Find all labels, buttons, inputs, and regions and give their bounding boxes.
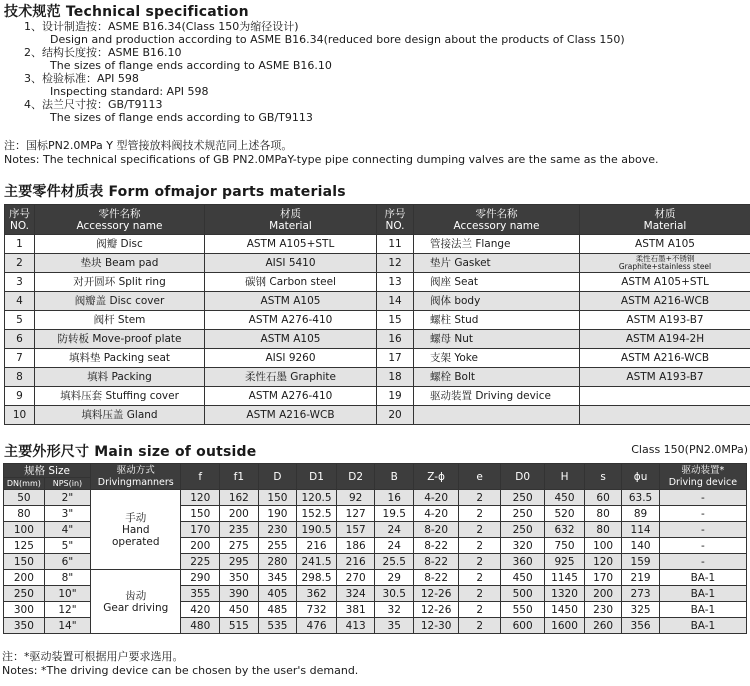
spec-item-2-en: The sizes of flange ends according to ASME B16.10 [50, 59, 332, 72]
parts-head-name-en: Accessory name [76, 219, 163, 232]
size-head-drive-en: Drivingmanners [97, 476, 174, 488]
size-head-z: Z-ϕ [414, 464, 459, 490]
size-d0: 320 [501, 538, 545, 554]
size-h: 750 [545, 538, 585, 554]
size-u: 140 [622, 538, 659, 554]
size-f1: 235 [220, 522, 259, 538]
parts-row [5, 387, 750, 406]
part-no: 12 [377, 254, 414, 273]
size-d: 405 [258, 586, 297, 602]
part-name: 对开圆环 Split ring [35, 273, 205, 292]
part-no: 19 [377, 387, 414, 406]
spec-note-cn: 注：国标PN2.0MPa Y 型管接放料阀技术规范同上述各项。 [4, 139, 293, 152]
size-h: 520 [545, 506, 585, 522]
parts-table [4, 204, 750, 425]
size-h: 1145 [545, 570, 585, 586]
size-b: 35 [375, 618, 414, 634]
size-b: 16 [375, 490, 414, 506]
size-table [3, 463, 747, 634]
spec-item-4-cn: 4、法兰尺寸按：GB/T9113 [24, 98, 163, 111]
size-e: 2 [459, 618, 501, 634]
size-h: 450 [545, 490, 585, 506]
part-no: 18 [377, 368, 414, 387]
part-no: 16 [377, 330, 414, 349]
size-dev: - [659, 506, 746, 522]
size-head-nps: NPS(in) [44, 478, 90, 490]
part-name: 阀体 body [414, 292, 580, 311]
size-b: 24 [375, 522, 414, 538]
part-material: ASTM A194-2H [580, 330, 750, 349]
size-head-phi: ϕu [622, 464, 659, 490]
size-d: 345 [258, 570, 297, 586]
size-head-size: 规格 Size [4, 464, 91, 478]
parts-row [5, 330, 750, 349]
part-no: 7 [5, 349, 35, 368]
size-s: 120 [584, 554, 621, 570]
spec-item-2-cn: 2、结构长度按：ASME B16.10 [24, 46, 182, 59]
size-z: 8-22 [414, 570, 459, 586]
size-head-dn: DN(mm) [4, 478, 45, 490]
part-name: 螺母 Nut [414, 330, 580, 349]
size-d: 535 [258, 618, 297, 634]
part-material-cn: 柔性石墨+不锈钢 [635, 254, 695, 263]
size-head-dev-cn: 驱动装置* [681, 464, 725, 476]
size-nps: 8" [44, 570, 90, 586]
size-nps: 10" [44, 586, 90, 602]
part-material: ASTM A216-WCB [580, 349, 750, 368]
size-head-b: B [375, 464, 414, 490]
parts-row [5, 311, 750, 330]
part-name: 支架 Yoke [414, 349, 580, 368]
size-d1: 190.5 [297, 522, 337, 538]
part-material-stack [580, 254, 750, 273]
size-dn: 300 [4, 602, 45, 618]
part-no: 5 [5, 311, 35, 330]
drive-manual-en-2: operated [112, 535, 160, 548]
part-name: 填料压盖 Gland [35, 406, 205, 425]
drive-manual-en-1: Hand [121, 523, 150, 536]
size-e: 2 [459, 506, 501, 522]
size-f1: 515 [220, 618, 259, 634]
size-h: 632 [545, 522, 585, 538]
size-e: 2 [459, 602, 501, 618]
size-head-f: f [181, 464, 220, 490]
part-no: 17 [377, 349, 414, 368]
size-header-row [4, 464, 747, 478]
part-material: ASTM A276-410 [205, 311, 377, 330]
size-d1: 476 [297, 618, 337, 634]
size-d2: 92 [336, 490, 375, 506]
size-d0: 550 [501, 602, 545, 618]
part-material-en: Graphite+stainless steel [618, 262, 712, 271]
size-e: 2 [459, 490, 501, 506]
size-head-d: D [258, 464, 297, 490]
part-no: 20 [377, 406, 414, 425]
spec-item-1-cn: 1、设计制造按：ASME B16.34(Class 150为缩径设计) [24, 20, 299, 33]
part-material [580, 406, 750, 425]
parts-head-mat2-cn: 材质 [654, 207, 676, 220]
size-head-e: e [459, 464, 501, 490]
part-material: ASTM A105 [205, 330, 377, 349]
size-f: 420 [181, 602, 220, 618]
size-f1: 200 [220, 506, 259, 522]
size-u: 219 [622, 570, 659, 586]
size-f: 200 [181, 538, 220, 554]
parts-head-mat2-en: Material [643, 219, 687, 232]
size-d1: 732 [297, 602, 337, 618]
part-name: 螺栓 Bolt [414, 368, 580, 387]
size-d0: 250 [501, 506, 545, 522]
size-dev: BA-1 [659, 602, 746, 618]
size-dev: - [659, 490, 746, 506]
part-name: 填料压套 Stuffing cover [35, 387, 205, 406]
size-h: 1320 [545, 586, 585, 602]
size-d0: 450 [501, 570, 545, 586]
size-z: 12-30 [414, 618, 459, 634]
size-s: 260 [584, 618, 621, 634]
size-d2: 216 [336, 554, 375, 570]
size-h: 925 [545, 554, 585, 570]
size-e: 2 [459, 522, 501, 538]
size-d1: 120.5 [297, 490, 337, 506]
size-note-cn: 注：*驱动装置可根据用户要求选用。 [2, 650, 184, 663]
size-d: 255 [258, 538, 297, 554]
size-d2: 413 [336, 618, 375, 634]
part-name: 阀瓣盖 Disc cover [35, 292, 205, 311]
size-f: 150 [181, 506, 220, 522]
part-material: ASTM A105+STL [580, 273, 750, 292]
size-u: 114 [622, 522, 659, 538]
size-s: 170 [584, 570, 621, 586]
size-z: 8-20 [414, 522, 459, 538]
part-no: 9 [5, 387, 35, 406]
part-no: 13 [377, 273, 414, 292]
size-u: 159 [622, 554, 659, 570]
size-d: 280 [258, 554, 297, 570]
size-f: 355 [181, 586, 220, 602]
part-no: 8 [5, 368, 35, 387]
size-u: 356 [622, 618, 659, 634]
spec-title: 技术规范 Technical specification [4, 4, 249, 20]
size-d1: 362 [297, 586, 337, 602]
size-head-h: H [545, 464, 585, 490]
part-material: ASTM A105+STL [205, 235, 377, 254]
size-s: 200 [584, 586, 621, 602]
size-dn: 350 [4, 618, 45, 634]
spec-item-3-cn: 3、检验标准：API 598 [24, 72, 139, 85]
parts-row [5, 235, 750, 254]
parts-row [5, 292, 750, 311]
size-row [4, 490, 747, 506]
size-b: 32 [375, 602, 414, 618]
size-f1: 295 [220, 554, 259, 570]
part-name: 防转板 Move-proof plate [35, 330, 205, 349]
part-no: 3 [5, 273, 35, 292]
parts-title: 主要零件材质表 Form ofmajor parts materials [4, 184, 346, 200]
size-dn: 50 [4, 490, 45, 506]
part-no: 15 [377, 311, 414, 330]
parts-row [5, 368, 750, 387]
size-s: 80 [584, 506, 621, 522]
size-nps: 2" [44, 490, 90, 506]
size-s: 60 [584, 490, 621, 506]
size-s: 80 [584, 522, 621, 538]
size-d: 485 [258, 602, 297, 618]
part-name: 填料垫 Packing seat [35, 349, 205, 368]
size-e: 2 [459, 570, 501, 586]
size-d2: 127 [336, 506, 375, 522]
size-s: 230 [584, 602, 621, 618]
size-d1: 298.5 [297, 570, 337, 586]
parts-head-no2-en: NO. [385, 219, 405, 232]
part-material: ASTM A193-B7 [580, 368, 750, 387]
size-dn: 200 [4, 570, 45, 586]
size-b: 24 [375, 538, 414, 554]
part-name: 阀座 Seat [414, 273, 580, 292]
part-name: 驱动装置 Driving device [414, 387, 580, 406]
parts-row [5, 406, 750, 425]
size-b: 25.5 [375, 554, 414, 570]
part-material: ASTM A105 [580, 235, 750, 254]
size-dev: - [659, 522, 746, 538]
size-d1: 241.5 [297, 554, 337, 570]
size-b: 30.5 [375, 586, 414, 602]
spec-item-3-en: Inspecting standard: API 598 [50, 85, 209, 98]
part-no: 6 [5, 330, 35, 349]
size-f: 170 [181, 522, 220, 538]
drive-manual [91, 490, 181, 570]
size-head-d2: D2 [336, 464, 375, 490]
parts-head-name-cn: 零件名称 [98, 207, 141, 220]
size-nps: 6" [44, 554, 90, 570]
size-row [4, 570, 747, 586]
size-d0: 360 [501, 554, 545, 570]
parts-header-row [5, 205, 750, 235]
size-f1: 390 [220, 586, 259, 602]
part-name: 管接法兰 Flange [414, 235, 580, 254]
size-note-en: Notes: *The driving device can be chosen by the user's demand. [2, 664, 359, 677]
size-d2: 157 [336, 522, 375, 538]
spec-list [12, 20, 625, 124]
size-head-d1: D1 [297, 464, 337, 490]
part-material: 柔性石墨 Graphite [205, 368, 377, 387]
part-material: ASTM A193-B7 [580, 311, 750, 330]
size-nps: 4" [44, 522, 90, 538]
size-dev: BA-1 [659, 586, 746, 602]
size-f: 480 [181, 618, 220, 634]
size-e: 2 [459, 586, 501, 602]
size-title: 主要外形尺寸 Main size of outside [4, 444, 257, 460]
size-z: 8-22 [414, 538, 459, 554]
size-d0: 600 [501, 618, 545, 634]
part-name [414, 406, 580, 425]
size-d0: 250 [501, 522, 545, 538]
part-name: 阀瓣 Disc [35, 235, 205, 254]
size-f: 225 [181, 554, 220, 570]
size-d2: 381 [336, 602, 375, 618]
size-head-f1: f1 [220, 464, 259, 490]
parts-head-no2-cn: 序号 [384, 207, 406, 220]
part-no: 11 [377, 235, 414, 254]
size-u: 63.5 [622, 490, 659, 506]
part-material [580, 387, 750, 406]
parts-head-name2-en: Accessory name [453, 219, 540, 232]
size-z: 4-20 [414, 506, 459, 522]
parts-head-mat-en: Material [269, 219, 312, 232]
size-f1: 450 [220, 602, 259, 618]
size-dev: BA-1 [659, 618, 746, 634]
size-h: 1450 [545, 602, 585, 618]
size-d0: 250 [501, 490, 545, 506]
size-dn: 125 [4, 538, 45, 554]
parts-head-no-cn: 序号 [9, 207, 30, 220]
size-b: 29 [375, 570, 414, 586]
size-u: 273 [622, 586, 659, 602]
size-nps: 12" [44, 602, 90, 618]
part-material: ASTM A105 [205, 292, 377, 311]
part-material: AISI 9260 [205, 349, 377, 368]
part-material: ASTM A216-WCB [580, 292, 750, 311]
part-material: 碳钢 Carbon steel [205, 273, 377, 292]
part-material: ASTM A276-410 [205, 387, 377, 406]
size-d0: 500 [501, 586, 545, 602]
part-no: 14 [377, 292, 414, 311]
parts-head-name2-cn: 零件名称 [475, 207, 518, 220]
size-z: 4-20 [414, 490, 459, 506]
size-nps: 3" [44, 506, 90, 522]
size-d: 150 [258, 490, 297, 506]
size-e: 2 [459, 538, 501, 554]
size-b: 19.5 [375, 506, 414, 522]
size-dev: - [659, 538, 746, 554]
size-d2: 324 [336, 586, 375, 602]
parts-head-no-en: NO. [9, 219, 30, 232]
parts-row [5, 273, 750, 292]
parts-head-mat-cn: 材质 [280, 207, 301, 220]
drive-manual-cn: 手动 [125, 511, 147, 524]
size-dn: 100 [4, 522, 45, 538]
part-name: 螺柱 Stud [414, 311, 580, 330]
spec-item-4-en: The sizes of flange ends according to GB/T9113 [50, 111, 313, 124]
size-nps: 5" [44, 538, 90, 554]
size-head-dev-en: Driving device [668, 476, 738, 488]
size-head-drive-cn: 驱动方式 [116, 464, 155, 476]
size-f: 120 [181, 490, 220, 506]
size-f1: 275 [220, 538, 259, 554]
size-head-d0: D0 [501, 464, 545, 490]
size-d: 190 [258, 506, 297, 522]
part-name: 填料 Packing [35, 368, 205, 387]
parts-row [5, 254, 750, 273]
drive-gear-cn: 齿动 [125, 589, 147, 602]
size-dn: 150 [4, 554, 45, 570]
size-u: 89 [622, 506, 659, 522]
part-no: 1 [5, 235, 35, 254]
class-label: Class 150(PN2.0MPa) [631, 443, 748, 456]
size-z: 8-22 [414, 554, 459, 570]
parts-row [5, 349, 750, 368]
part-no: 10 [5, 406, 35, 425]
part-material: ASTM A216-WCB [205, 406, 377, 425]
size-u: 325 [622, 602, 659, 618]
size-f1: 162 [220, 490, 259, 506]
part-name: 垫片 Gasket [414, 254, 580, 273]
size-f: 290 [181, 570, 220, 586]
size-f1: 350 [220, 570, 259, 586]
part-no: 4 [5, 292, 35, 311]
size-s: 100 [584, 538, 621, 554]
part-name: 垫块 Beam pad [35, 254, 205, 273]
size-e: 2 [459, 554, 501, 570]
size-dn: 80 [4, 506, 45, 522]
size-d1: 152.5 [297, 506, 337, 522]
size-d1: 216 [297, 538, 337, 554]
part-name: 阀杆 Stem [35, 311, 205, 330]
size-h: 1600 [545, 618, 585, 634]
size-nps: 14" [44, 618, 90, 634]
size-dev: - [659, 554, 746, 570]
size-z: 12-26 [414, 602, 459, 618]
size-head-s: s [584, 464, 621, 490]
size-d: 230 [258, 522, 297, 538]
spec-note-en: Notes: The technical specifications of GB PN2.0MPaY-type pipe connecting dumping valves are the same as the above. [4, 153, 659, 166]
size-dn: 250 [4, 586, 45, 602]
spec-item-1-en: Design and production according to ASME B16.34(reduced bore design about the products of Class 150) [50, 33, 625, 46]
size-d2: 186 [336, 538, 375, 554]
size-d2: 270 [336, 570, 375, 586]
size-dev: BA-1 [659, 570, 746, 586]
size-z: 12-26 [414, 586, 459, 602]
part-material: AISI 5410 [205, 254, 377, 273]
drive-gear [91, 570, 181, 634]
drive-gear-en: Gear driving [103, 601, 169, 614]
part-no: 2 [5, 254, 35, 273]
